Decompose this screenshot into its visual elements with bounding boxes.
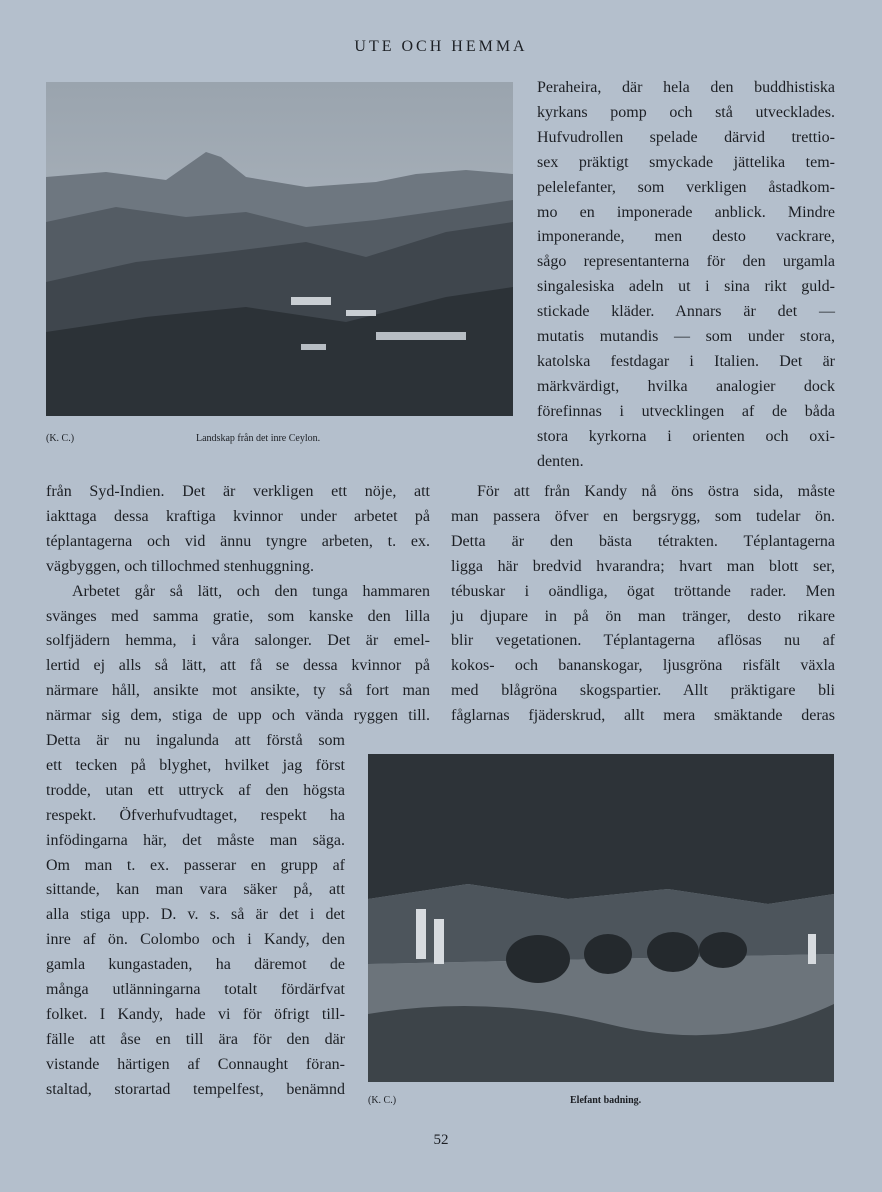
text-line: mo en imponerade anblick. Mindre [537, 203, 835, 221]
text-line: kokos- och bananskogar, ljusgröna risfält växla [451, 657, 835, 675]
text-line: gamla kungastaden, ha däremot de [46, 956, 345, 974]
text-line: folket. I Kandy, hade vi för öfrigt till- [46, 1005, 345, 1023]
text-line: fåglarnas fjäderskrud, allt mera smäktande deras [451, 707, 835, 725]
text-line: ett tecken på blyghet, hvilket jag först [46, 756, 345, 774]
text-line: inre af ön. Colombo och i Kandy, den [46, 931, 345, 949]
text-line: imponerande, men desto vackrare, [537, 228, 835, 246]
figure1-caption: Landskap från det inre Ceylon. [196, 433, 321, 444]
text-line: stickade kläder. Annars är det — [537, 303, 835, 321]
text-line: stora kyrkorna i orienten och oxi- [537, 427, 835, 445]
text-line: Arbetet går så lätt, och den tunga hammaren [72, 582, 430, 600]
text-line: från Syd-Indien. Det är verkligen ett nöje, att [46, 483, 430, 500]
text-line: fälle att åse en till ära för den där [46, 1030, 345, 1048]
right-top-text [537, 76, 835, 475]
text-line: Om man t. ex. passerar en grupp af [46, 856, 345, 874]
figure2-credit: (K. C.) [368, 1095, 397, 1106]
text-line: vistande härtigen af Connaught föran- [46, 1055, 345, 1073]
text-line: sex präktigt smyckade jättelika tem- [537, 153, 835, 171]
text-line: vägbyggen, och tillochmed stenhuggning. [46, 557, 314, 575]
text-line: mutatis mutandis — som under stora, [537, 328, 835, 346]
text-line: singalesiska adeln ut i sina rikt guld- [537, 278, 835, 296]
text-line: förefinnas i utvecklingen af de båda [537, 402, 835, 420]
text-line: Peraheira, där hela den buddhistiska [537, 79, 835, 96]
text-line: med blågröna skogspartier. Allt präktigare bli [451, 682, 835, 700]
left-bottom-text [46, 729, 345, 1103]
text-line: respekt. Öfverhufvudtaget, respekt ha [46, 806, 345, 824]
text-line: blir vegetationen. Téplantagerna aflösas nu af [451, 632, 835, 650]
text-line: ligga här bredvid hvarandra; hvart man blott ser, [451, 557, 835, 575]
figure1-credit: (K. C.) [46, 433, 75, 444]
text-line: pelelefanter, som verkligen åstadkom- [537, 178, 835, 196]
text-line: svänges med samma gratie, som kanske den lilla [46, 607, 430, 625]
text-line: staltad, storartad tempelfest, benämnd [46, 1080, 345, 1098]
text-line: tébuskar i oändliga, ögat tröttande rader. Men [451, 582, 835, 600]
text-line: Detta är den bästa tétrakten. Téplantagerna [451, 532, 835, 550]
page-number: 52 [433, 1132, 449, 1148]
text-line: ju djupare in på ön man tränger, desto rikare [451, 607, 835, 625]
text-line: denten. [537, 452, 584, 470]
text-line: lertid ej alls så lätt, att få se dessa kvinnor på [46, 657, 430, 675]
landscape-photo [46, 82, 513, 416]
text-line: solfjädern hemma, i våra salonger. Det är emel- [46, 632, 430, 650]
text-line: trodde, utan ett uttryck af den högsta [46, 781, 345, 799]
right-mid-text [451, 480, 835, 729]
running-header: UTE OCH HEMMA [354, 38, 528, 55]
text-line: närmar sig dem, stiga de upp och vända ryggen till. [46, 707, 430, 725]
text-line: katolska festdagar i Italien. Det är [537, 352, 835, 370]
text-line: iakttaga dessa kraftiga kvinnor under arbetet på [46, 507, 430, 525]
text-line: närmare håll, ansikte mot ansikte, ty så fort man [46, 682, 430, 700]
text-line: För att från Kandy nå öns östra sida, måste [477, 483, 835, 500]
text-line: kyrkans pomp och stå utvecklades. [537, 103, 835, 121]
text-line: téplantagerna och vid ännu tyngre arbeten, t. ex. [46, 532, 430, 550]
text-line: infödingarna här, det måste man säga. [46, 831, 345, 849]
text-line: alla stiga upp. D. v. s. så är det i det [46, 906, 345, 924]
text-line: många utlänningarna totalt fördärfvat [46, 981, 345, 999]
left-mid-text [46, 480, 430, 729]
text-line: man passera öfver en bergsrygg, som tudelar ön. [451, 507, 835, 525]
text-line: sågo representanterna för den urgamla [537, 253, 835, 271]
figure2-caption: Elefant badning. [570, 1095, 642, 1106]
text-line: sittande, kan man vara säker på, att [46, 881, 345, 899]
text-line: Hufvudrollen spelade därvid trettio- [537, 128, 835, 146]
elephant-photo [368, 754, 834, 1082]
text-line: Detta är nu ingalunda att förstå som [46, 732, 345, 749]
text-line: märkvärdigt, hvilka analogier dock [537, 377, 835, 395]
